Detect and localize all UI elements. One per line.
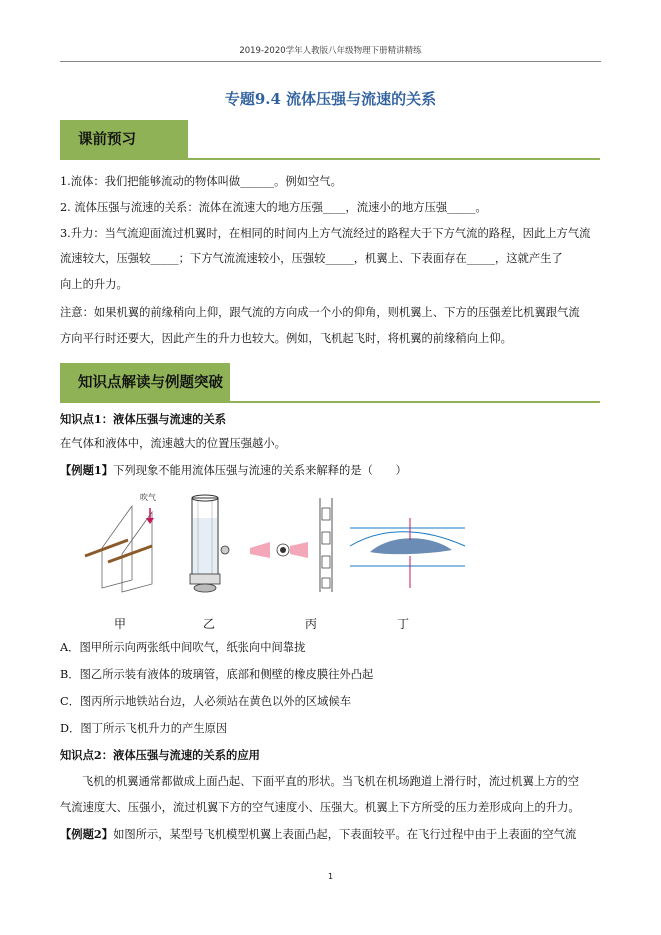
kp2-line-1: 飞机的机翼通常都做成上面凸起、下面平直的形状。当飞机在机场跑道上滑行时，流过机翼上方的空 bbox=[82, 775, 580, 788]
section-band-preview: 课前预习 bbox=[60, 120, 188, 160]
option-a: A．图甲所示向两张纸中间吹气，纸张向中间靠拢 bbox=[60, 641, 306, 654]
preview-line-5: 向上的升力。 bbox=[60, 278, 128, 291]
figure-subway-platform bbox=[250, 498, 332, 592]
example1-tag: 【例题1】 bbox=[60, 463, 114, 477]
option-c: C．图丙所示地铁站台边，人必须站在黄色以外的区域候车 bbox=[60, 695, 352, 708]
page-title: 专题9.4 流体压强与流速的关系 bbox=[224, 90, 437, 108]
page-header: 2019-2020学年人教版八年级物理下册精讲精练 bbox=[239, 46, 422, 56]
preview-line-4: 流速较大，压强较_____；下方气流流速较小，压强较_____，机翼上、下表面存在_____，这就产生了 bbox=[60, 252, 563, 265]
blow-label: 吹气 bbox=[140, 493, 156, 502]
kp2-line-2: 气流速度大、压强小，流过机翼下方的空气速度小、压强大。机翼上下方所受的压力差形成向上的升力。 bbox=[60, 801, 580, 814]
example1-question bbox=[60, 458, 605, 483]
section-band-line-2 bbox=[60, 401, 600, 403]
figure-label-bing: 丙 bbox=[304, 617, 317, 631]
kp2-title: 知识点2：液体压强与流速的关系的应用 bbox=[60, 748, 260, 762]
figure-airplane-wing bbox=[350, 518, 465, 588]
header-divider bbox=[60, 61, 601, 62]
preview-line-3: 3.升力：当气流迎面流过机翼时，在相同的时间内上方气流经过的路程大于下方气流的路程，因此上方气流 bbox=[60, 227, 591, 240]
preview-line-1: 1.流体：我们把能够流动的物体叫做______。例如空气。 bbox=[60, 175, 342, 188]
option-d: D．图丁所示飞机升力的产生原因 bbox=[60, 722, 228, 735]
figure-label-yi: 乙 bbox=[202, 617, 215, 631]
section-band-knowledge: 知识点解读与例题突破 bbox=[60, 363, 230, 403]
note-line-1: 注意：如果机翼的前缘稍向上仰，跟气流的方向成一个小的仰角，则机翼上、下方的压强差比机翼跟气流 bbox=[60, 306, 580, 319]
example2-question bbox=[60, 822, 605, 847]
page-number: 1 bbox=[327, 872, 334, 881]
section-band-line bbox=[60, 158, 600, 160]
example2-tag: 【例题2】 bbox=[60, 827, 114, 841]
option-b: B．图乙所示装有液体的玻璃管，底部和侧壁的橡皮膜往外凸起 bbox=[60, 668, 374, 681]
preview-line-2: 2. 流体压强与流速的关系：流体在流速大的地方压强____，流速小的地方压强_____。 bbox=[60, 201, 487, 214]
example1-figure bbox=[80, 488, 470, 598]
note-line-2: 方向平行时还要大，因此产生的升力也较大。例如，飞机起飞时，将机翼的前缘稍向上仰。 bbox=[60, 332, 512, 345]
figure-glass-tube bbox=[190, 495, 229, 592]
kp1-title: 知识点1：液体压强与流速的关系 bbox=[60, 412, 227, 426]
figure-label-jia: 甲 bbox=[113, 617, 126, 631]
kp1-text: 在气体和液体中，流速越大的位置压强越小。 bbox=[60, 437, 286, 450]
example1-text: 下列现象不能用流体压强与流速的关系来解释的是（ ） bbox=[113, 464, 407, 477]
figure-paper-blowing bbox=[85, 492, 156, 592]
figure-label-ding: 丁 bbox=[396, 617, 409, 631]
example2-text: 如图所示，某型号飞机模型机翼上表面凸起，下表面较平。在飞行过程中由于上表面的空气流 bbox=[113, 828, 577, 841]
